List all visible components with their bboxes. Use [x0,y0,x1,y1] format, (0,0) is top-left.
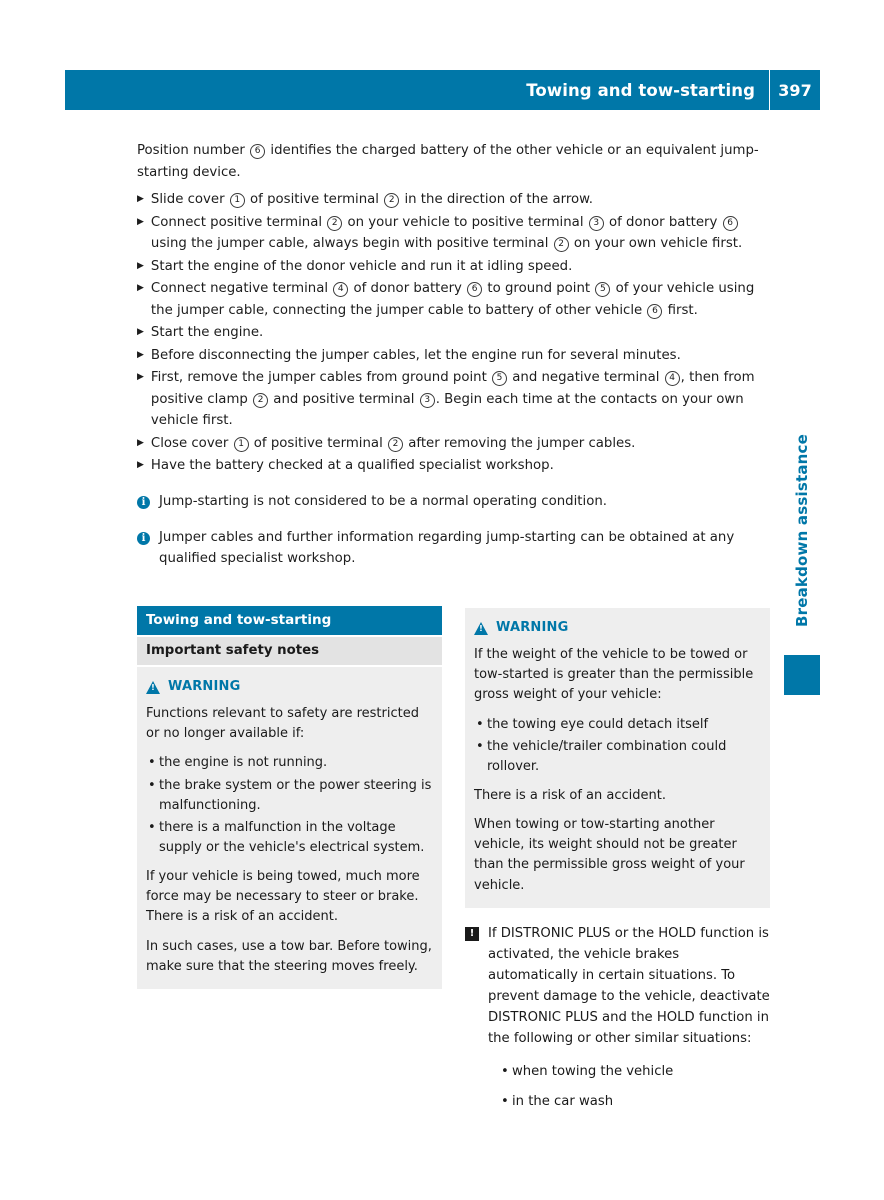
page-header [65,70,820,110]
left-warning-lead: Functions relevant to safety are restricted or no longer available if: [146,706,419,742]
bullet-item: • when towing the vehicle [512,1061,770,1082]
chapter-side-tab-label: Breakdown assistance [793,433,811,627]
info-note [137,527,770,570]
distronic-note-text: If DISTRONIC PLUS or the HOLD function is activated, the vehicle brakes automatically in certain situations. To prevent damage to the vehicle, deactivate DISTRONIC PLUS and the HOLD function in the following or other similar situations: [488,925,770,1047]
step-text: Connect positive terminal 2 on your vehicle to positive terminal 3 of donor battery 6 using the jumper cable, always begin with positive terminal 2 on your own vehicle first. [150,214,743,252]
warning-triangle-icon [474,622,488,635]
right-warning-lead: If the weight of the vehicle to be towed or tow-started is greater than the permissible gross weight of your vehicle: [474,647,754,703]
left-warning-bullets [146,753,433,858]
body-content [137,140,770,570]
left-warning-box [137,667,442,989]
left-warning-label: WARNING [168,679,241,694]
info-note-list [137,491,770,570]
step-arrow-icon: ▶ [137,216,144,227]
callout-number: 6 [723,216,738,231]
step-connect-positive [137,212,770,255]
left-warning-paragraph-2: In such cases, use a tow bar. Before towing, make sure that the steering moves freely. [146,938,432,974]
info-note-text: Jump-starting is not considered to be a normal operating condition. [159,493,607,509]
callout-number: 2 [327,216,342,231]
callout-number: 5 [595,282,610,297]
callout-number: 4 [665,371,680,386]
right-warning-box [465,608,770,908]
info-icon: i [137,532,150,545]
right-warning-paragraph-2: When towing or tow-starting another vehicle, its weight should not be greater than the permissible gross weight of your vehicle. [474,817,745,893]
bullet-item: • the towing eye could detach itself [487,715,761,735]
info-note [137,491,770,513]
bullet-item: • there is a malfunction in the voltage supply or the vehicle's electrical system. [159,818,433,858]
step-text: Close cover 1 of positive terminal 2 after removing the jumper cables. [150,435,636,451]
chapter-side-tab [784,400,820,660]
callout-number: 2 [384,193,399,208]
callout-number: 3 [420,393,435,408]
page-title: Towing and tow-starting [526,80,755,100]
step-battery-check [137,455,770,477]
step-text: First, remove the jumper cables from ground point 5 and negative terminal 4 , then from positive clamp 2 and positive terminal 3 . Begin each time at the contacts on your own vehicle first. [150,370,755,429]
intro-text-after: identifies the charged battery of the other vehicle or an equivalent jump-starting device. [137,143,759,180]
callout-number: 3 [589,216,604,231]
step-arrow-icon: ▶ [137,460,144,471]
step-text: Have the battery checked at a qualified specialist workshop. [150,458,554,474]
step-start-engine [137,322,770,344]
step-arrow-icon: ▶ [137,327,144,338]
step-arrow-icon: ▶ [137,260,144,271]
intro-paragraph [137,140,770,183]
subsection-title: Important safety notes [137,637,442,665]
info-icon: i [137,496,150,509]
attention-icon: ! [465,927,479,941]
bullet-item: • the engine is not running. [159,753,433,773]
step-start-donor-engine [137,256,770,278]
right-warning-bullets [474,715,761,777]
page-number: 397 [778,80,812,100]
step-remove-cables [137,367,770,432]
step-slide-cover [137,189,770,211]
left-warning-paragraph-1: If your vehicle is being towed, much more force may be necessary to steer or brake. There is a risk of an accident. [146,869,420,925]
step-arrow-icon: ▶ [137,349,144,360]
callout-number: 2 [554,237,569,252]
step-connect-negative [137,278,770,321]
right-warning-header [474,618,761,638]
step-text: Slide cover 1 of positive terminal 2 in the direction of the arrow. [150,192,594,208]
instruction-step-list [137,189,770,477]
step-run-engine [137,345,770,367]
chapter-side-marker [784,655,820,695]
section-title: Towing and tow-starting [137,606,442,635]
callout-number: 5 [492,371,507,386]
bullet-item: • in the car wash [512,1091,770,1112]
distronic-note-bullets [488,1061,770,1111]
callout-number: 6 [647,304,662,319]
warning-triangle-icon [146,681,160,694]
step-arrow-icon: ▶ [137,283,144,294]
step-text: Start the engine of the donor vehicle and run it at idling speed. [150,258,573,274]
callout-number: 2 [253,393,268,408]
callout-number: 1 [234,437,249,452]
distronic-note [465,923,770,1120]
bullet-item: • the vehicle/trailer combination could rollover. [487,737,761,777]
step-arrow-icon: ▶ [137,194,144,205]
step-text: Start the engine. [150,325,264,341]
callout-number: 6 [467,282,482,297]
callout-number: 2 [388,437,403,452]
step-arrow-icon: ▶ [137,437,144,448]
right-warning-label: WARNING [496,620,569,635]
left-warning-header [146,677,433,697]
step-close-cover [137,433,770,455]
distronic-note-body [488,923,770,1120]
step-text: Before disconnecting the jumper cables, let the engine run for several minutes. [150,347,681,363]
bullet-item: • the brake system or the power steering is malfunctioning. [159,776,433,816]
right-column [465,606,770,1120]
intro-text-before: Position number [137,143,245,158]
info-note-text: Jumper cables and further information regarding jump-starting can be obtained at any qualified specialist workshop. [159,529,735,567]
step-arrow-icon: ▶ [137,372,144,383]
callout-number: 4 [333,282,348,297]
left-column [137,606,442,989]
step-text: Connect negative terminal 4 of donor battery 6 to ground point 5 of your vehicle using the jumper cable, connecting the jumper cable to battery of other vehicle 6 first. [150,281,755,318]
callout-number: 6 [250,144,265,159]
right-warning-paragraph-1: There is a risk of an accident. [474,787,666,803]
callout-number: 1 [230,193,245,208]
